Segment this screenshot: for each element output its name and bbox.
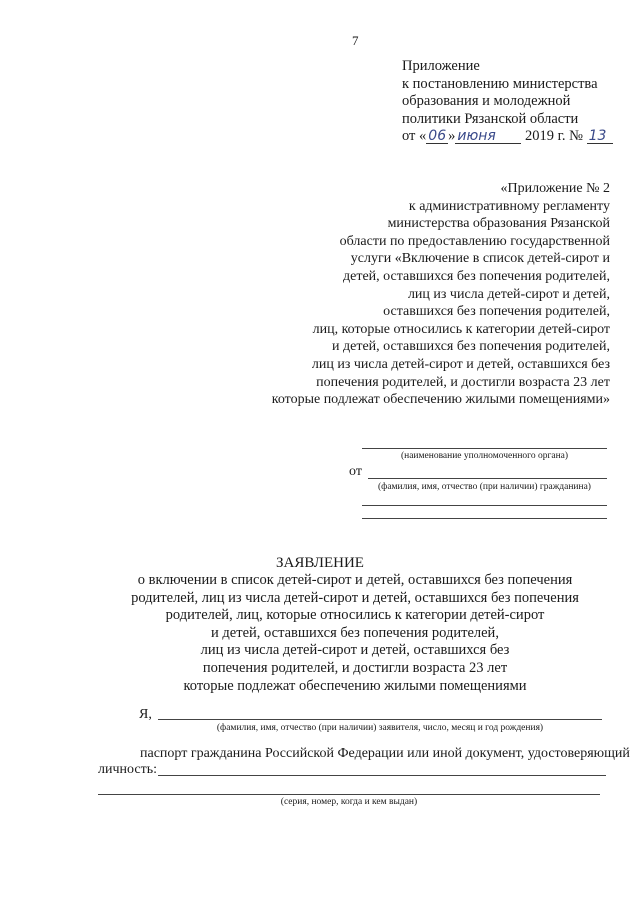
appendix-line: образования и молодежной xyxy=(402,93,571,109)
regulation-line: оставшихся без попечения родителей, xyxy=(383,304,610,320)
passport-label-cont: личность: xyxy=(98,762,157,777)
appendix-line: Приложение xyxy=(402,58,480,74)
statement-line: лиц из числа детей-сирот и детей, оставшихся без xyxy=(200,642,510,659)
appendix-line: политики Рязанской области xyxy=(402,110,579,127)
regulation-line: детей, оставшихся без попечения родителей, xyxy=(343,268,610,284)
handwritten-number: 13 xyxy=(587,129,613,144)
statement-line: родителей, лиц из числа детей-сирот и детей, оставшихся без попечения xyxy=(131,589,579,606)
page-number: 7 xyxy=(352,33,359,48)
applicant-details-field[interactable] xyxy=(158,719,602,720)
regulation-line: и детей, оставшихся без попечения родителей, xyxy=(332,339,610,355)
date-prefix: от « xyxy=(402,128,427,144)
statement-subject xyxy=(0,572,640,695)
statement-line: родителей, лиц, которые относились к категории детей-сирот xyxy=(165,607,545,624)
passport-field-2[interactable] xyxy=(98,794,600,795)
regulation-line: министерства образования Рязанской xyxy=(387,216,610,232)
quote-close: » xyxy=(448,128,456,144)
authority-name-field[interactable] xyxy=(362,448,607,449)
statement-line: попечения родителей, и достигли возраста 23 лет xyxy=(202,659,508,676)
applicant-extra-field-1[interactable] xyxy=(362,505,607,506)
regulation-line: лиц из числа детей-сирот и детей, xyxy=(407,286,610,302)
applicant-caption: (фамилия, имя, отчество (при наличии) гражданина) xyxy=(378,482,591,492)
regulation-appendix xyxy=(190,180,610,409)
applicant-details-caption: (фамилия, имя, отчество (при наличии) заявителя, число, месяц и год рождения) xyxy=(216,723,544,733)
passport-caption: (серия, номер, когда и кем выдан) xyxy=(280,797,418,807)
passport-field-1[interactable] xyxy=(158,775,606,776)
decree-appendix-header xyxy=(402,58,613,146)
i-label: Я, xyxy=(139,707,152,722)
regulation-line: к административному регламенту xyxy=(408,198,610,214)
regulation-line: лиц, которые относились к категории детей-сирот xyxy=(312,321,610,337)
statement-line: и детей, оставшихся без попечения родителей, xyxy=(211,624,499,641)
regulation-line: лиц из числа детей-сирот и детей, оставшихся без xyxy=(311,356,610,372)
regulation-line: «Приложение № 2 xyxy=(500,181,610,196)
regulation-line: области по предоставлению государственной xyxy=(339,233,610,249)
authority-caption: (наименование уполномоченного органа) xyxy=(400,451,569,461)
handwritten-day: 06 xyxy=(428,128,447,144)
applicant-extra-field-2[interactable] xyxy=(362,518,607,519)
statement-line: которые подлежат обеспечению жилыми помещениями xyxy=(183,677,527,694)
regulation-line: услуги «Включение в список детей-сирот и xyxy=(350,251,610,267)
appendix-line: к постановлению министерства xyxy=(402,75,598,92)
year-text: 2019 г. № xyxy=(524,128,584,144)
handwritten-month: июня xyxy=(455,129,521,144)
appendix-date-line xyxy=(402,128,613,146)
applicant-name-field[interactable] xyxy=(368,478,607,479)
from-label: от xyxy=(349,464,362,479)
regulation-line: которые подлежат обеспечению жилыми помещениями» xyxy=(271,392,610,408)
statement-line: о включении в список детей-сирот и детей, оставшихся без попечения xyxy=(137,572,573,588)
passport-label: паспорт гражданина Российской Федерации или иной документ, удостоверяющий xyxy=(140,746,630,761)
statement-title: ЗАЯВЛЕНИЕ xyxy=(276,555,364,571)
regulation-line: попечения родителей, и достигли возраста 23 лет xyxy=(316,374,610,390)
